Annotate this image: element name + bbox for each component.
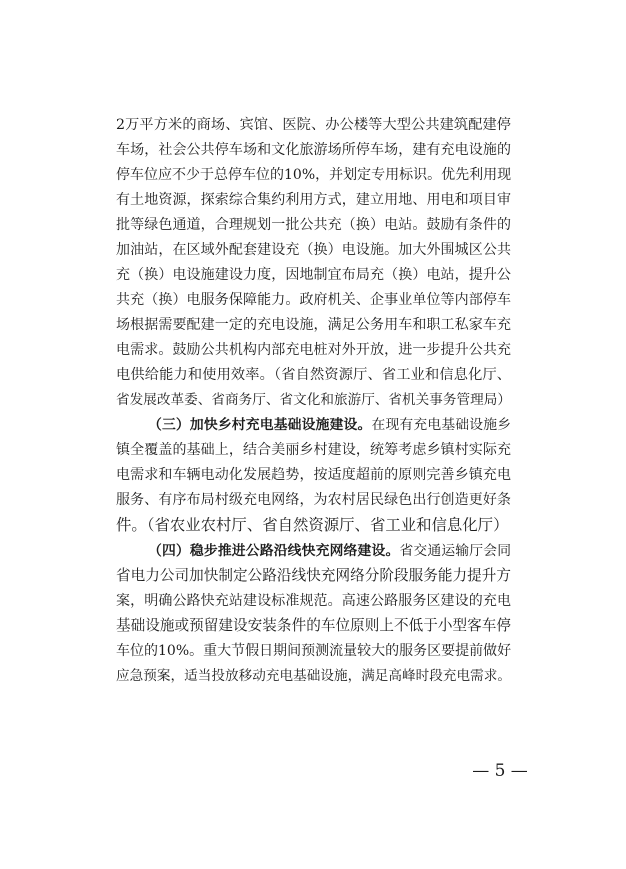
text-line: 电供给能力和使用效率。（省自然资源厅、省工业和信息化厅、 (116, 366, 511, 383)
text-line: 批等绿色通道，合理规划一批公共充（换）电站。鼓励有条件的 (116, 216, 511, 233)
section-4-heading: （四）稳步推进公路沿线快充网络建设。 (148, 543, 400, 560)
text-line: 有土地资源，探索综合集约利用方式，建立用地、用电和项目审 (116, 191, 511, 208)
section-4-first-line-rest: 省交通运输厅会同 (399, 543, 511, 560)
text-line: 车场，社会公共停车场和文化旅游场所停车场，建有充电设施的 (116, 141, 511, 158)
text-line: 2万平方米的商场、宾馆、医院、办公楼等大型公共建筑配建停 (116, 117, 511, 133)
text-line: 省发展改革委、省商务厅、省文化和旅游厅、省机关事务管理局） (116, 391, 511, 408)
text-line: 车位的10%。重大节假日期间预测流量较大的服务区要提前做好 (116, 643, 511, 660)
text-line: 镇全覆盖的基础上，结合美丽乡村建设，统筹考虑乡镇村实际充 (116, 441, 511, 458)
text-line: 基础设施或预留建设安装条件的车位原则上不低于小型客车停 (116, 617, 511, 635)
text-line: 充（换）电设施建设力度，因地制宜布局充（换）电站，提升公 (116, 266, 511, 283)
text-line: 电需求。鼓励公共机构内部充电桩对外开放，进一步提升公共充 (116, 341, 511, 358)
section-3-first-line-rest: 在现有充电基础设施乡 (371, 416, 511, 433)
text-line: 服务、有序布局村级充电网络，为农村居民绿色出行创造更好条 (116, 491, 511, 508)
text-line: 加油站，在区域外配套建设充（换）电设施。加大外围城区公共 (116, 241, 511, 258)
page-number: — 5 — (472, 761, 528, 781)
text-line: 停车位应不少于总停车位的10%，并划定专用标识。优先利用现 (116, 166, 511, 183)
text-line: 电需求和车辆电动化发展趋势，按适度超前的原则完善乡镇充电 (116, 466, 511, 483)
section-3-heading: （三）加快乡村充电基础设施建设。 (148, 416, 372, 433)
text-line: 件。（省农业农村厅、省自然资源厅、省工业和信息化厅） (116, 515, 509, 534)
text-line: 场根据需要配建一定的充电设施，满足公务用车和职工私家车充 (116, 316, 511, 333)
text-line: 应急预案，适当投放移动充电基础设施，满足高峰时段充电需求。 (116, 668, 511, 685)
text-line: 共充（换）电服务保障能力。政府机关、企事业单位等内部停车 (116, 291, 511, 308)
text-line: 省电力公司加快制定公路沿线快充网络分阶段服务能力提升方 (116, 567, 511, 585)
text-line: 案，明确公路快充站建设标准规范。高速公路服务区建设的充电 (116, 593, 511, 610)
